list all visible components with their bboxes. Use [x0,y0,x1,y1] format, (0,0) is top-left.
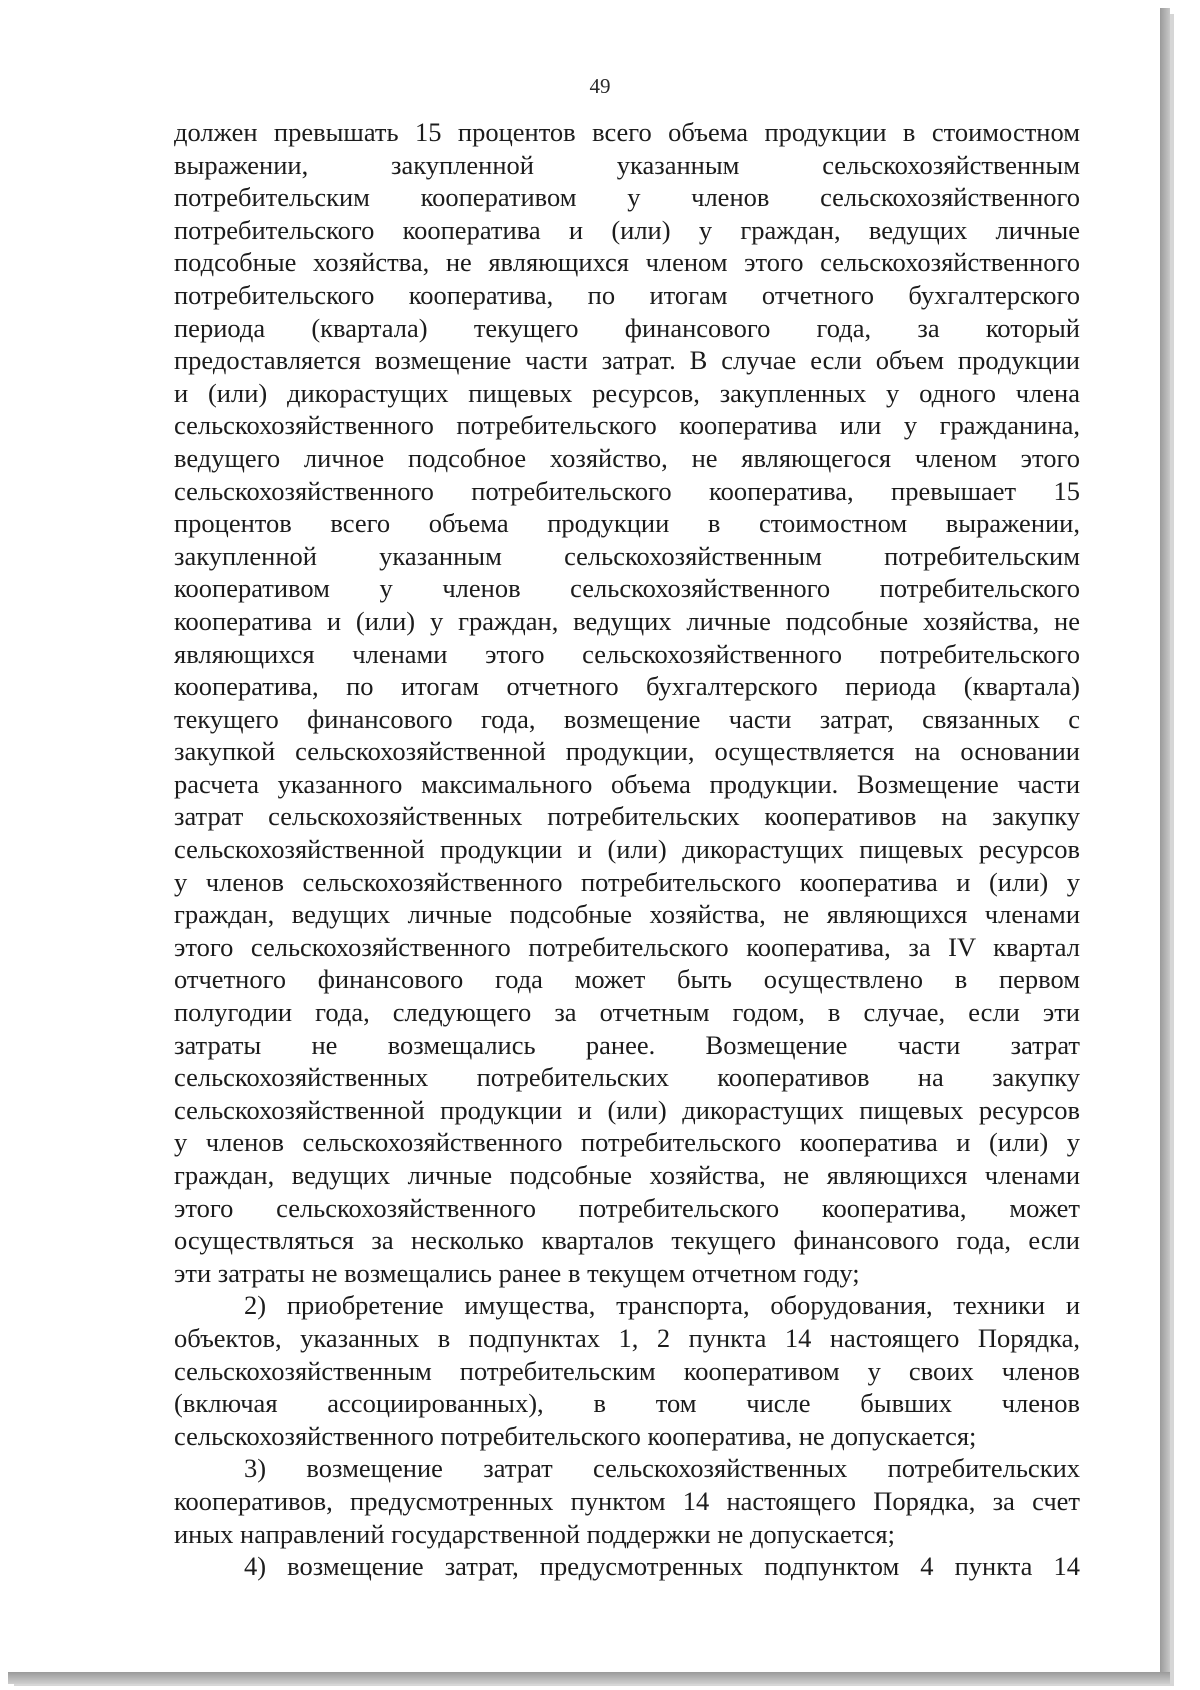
text-line: граждан, ведущих личные подсобные хозяйства, не являющихся членами [174,899,1080,930]
text-line: полугодии года, следующего за отчетным годом, в случае, если эти [174,997,1080,1028]
text-line: ведущего личное подсобное хозяйство, не являющегося членом этого [174,442,1080,473]
text-line: должен превышать 15 процентов всего объема продукции в стоимостном [174,117,1080,147]
page-edge-shadow-bottom [8,1672,1170,1684]
text-line: сельскохозяйственного потребительского кооператива или у гражданина, [174,410,1080,441]
page-edge-shadow-right [1160,8,1170,1684]
text-line: сельскохозяйственной продукции и (или) дикорастущих пищевых ресурсов [174,834,1080,865]
text-line: кооперативов, предусмотренных пунктом 14 настоящего Порядка, за счет [174,1485,1080,1516]
text-line: граждан, ведущих личные подсобные хозяйства, не являющихся членами [174,1160,1080,1190]
text-line: потребительского кооператива и (или) у граждан, ведущих личные [174,214,1080,245]
text-line: сельскохозяйственного потребительского кооператива, превышает 15 [174,475,1080,506]
page-number: 49 [589,74,611,98]
text-line: 3) возмещение затрат сельскохозяйственных потребительских [244,1453,1080,1484]
text-line: закупкой сельскохозяйственной продукции, осуществляется на основании [174,736,1080,767]
text-line: периода (квартала) текущего финансового года, за который [174,312,1080,343]
text-line: кооператива и (или) у граждан, ведущих личные подсобные хозяйства, не [174,605,1080,636]
text-line: у членов сельскохозяйственного потребительского кооператива и (или) у [174,1127,1080,1158]
text-line: (включая ассоциированных), в том числе бывших членов [174,1388,1080,1419]
text-line: затрат сельскохозяйственных потребительских кооперативов на закупку [174,801,1080,832]
text-line: и (или) дикорастущих пищевых ресурсов, закупленных у одного члена [174,377,1080,408]
text-line: сельскохозяйственных потребительских кооперативов на закупку [174,1062,1080,1093]
text-line: подсобные хозяйства, не являющихся членом этого сельскохозяйственного [174,247,1080,278]
text-line: эти затраты не возмещались ранее в текущем отчетном году; [174,1257,860,1288]
text-line: предоставляется возмещение части затрат. В случае если объем продукции [174,345,1080,376]
text-line: 4) возмещение затрат, предусмотренных подпунктом 4 пункта 14 [244,1551,1080,1582]
text-line: сельскохозяйственным потребительским кооперативом у своих членов [174,1355,1080,1386]
text-line: текущего финансового года, возмещение части затрат, связанных с [174,703,1080,734]
text-line: потребительским кооперативом у членов сельскохозяйственного [174,182,1080,213]
text-line: кооператива, по итогам отчетного бухгалтерского периода (квартала) [174,671,1080,702]
text-line: иных направлений государственной поддержки не допускается; [174,1518,895,1549]
text-line: сельскохозяйственного потребительского кооператива, не допускается; [174,1420,977,1451]
text-line: отчетного финансового года может быть осуществлено в первом [174,964,1080,995]
document-body-text [174,116,1080,1583]
text-line: являющихся членами этого сельскохозяйственного потребительского [174,638,1080,669]
text-line: этого сельскохозяйственного потребительского кооператива, за IV квартал [174,931,1080,962]
text-line: кооперативом у членов сельскохозяйственного потребительского [174,573,1080,604]
text-line: потребительского кооператива, по итогам отчетного бухгалтерского [174,279,1080,310]
text-line: объектов, указанных в подпунктах 1, 2 пункта 14 настоящего Порядка, [174,1322,1080,1353]
text-line: затраты не возмещались ранее. Возмещение части затрат [174,1029,1080,1060]
text-line: выражении, закупленной указанным сельскохозяйственным [174,149,1080,180]
text-line: расчета указанного максимального объема продукции. Возмещение части [174,768,1080,799]
text-line: закупленной указанным сельскохозяйственным потребительским [174,540,1080,571]
text-line: у членов сельскохозяйственного потребительского кооператива и (или) у [174,866,1080,897]
text-line: осуществляться за несколько кварталов текущего финансового года, если [174,1225,1080,1256]
text-line: этого сельскохозяйственного потребительского кооператива, может [174,1192,1080,1223]
text-line: процентов всего объема продукции в стоимостном выражении, [174,508,1080,539]
text-line: 2) приобретение имущества, транспорта, оборудования, техники и [244,1290,1080,1321]
text-line: сельскохозяйственной продукции и (или) дикорастущих пищевых ресурсов [174,1094,1080,1125]
